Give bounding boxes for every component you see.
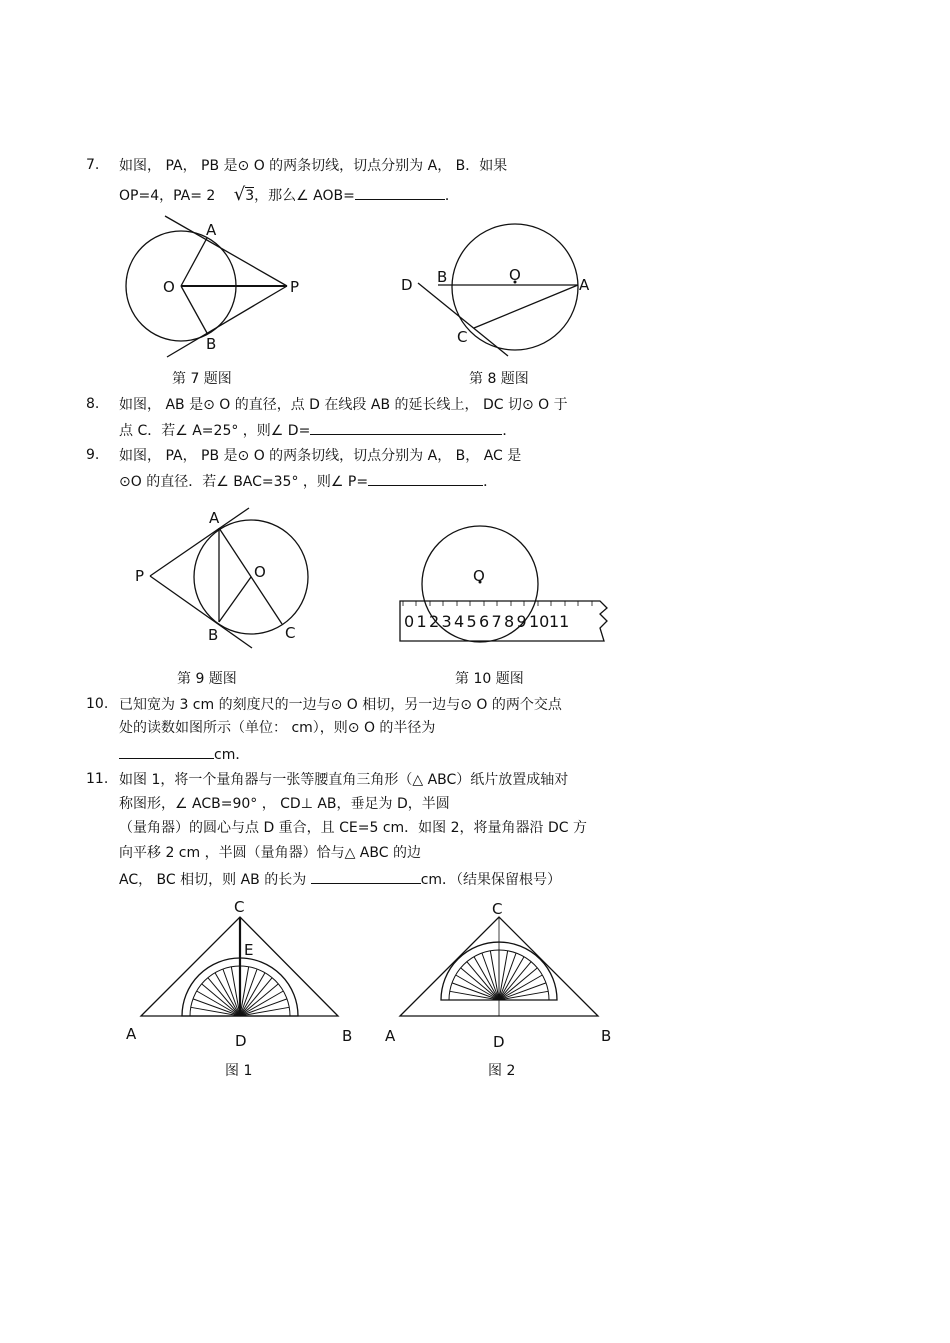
q7-line1: 如图， PA， PB 是⊙ O 的两条切线，切点分别为 A， B．如果 <box>119 158 508 174</box>
q10-caption: 第 10 题图 <box>455 671 524 687</box>
q9-label-a: A <box>209 509 220 527</box>
q10-ruler-label: 9 <box>516 612 527 631</box>
q10-ruler-label: 4 <box>454 612 465 631</box>
q11-fig2-label-c: C <box>492 900 503 918</box>
q11-line5c: cm．（结果保留根号） <box>420 872 562 888</box>
q11-fig2-label-a: A <box>385 1027 396 1045</box>
q10-line2: 处的读数如图所示（单位： cm），则⊙ O 的半径为 <box>119 720 436 736</box>
q7-caption: 第 7 题图 <box>172 371 232 387</box>
q8-label-o: O <box>509 266 521 284</box>
q10-line3c: cm． <box>214 747 250 763</box>
q9-label-o: O <box>254 563 266 581</box>
q8-label-c: C <box>457 328 468 346</box>
q10-number: 10. <box>86 696 109 712</box>
q11-fig1-label-a: A <box>126 1025 137 1043</box>
q10-ruler-label: 6 <box>479 612 490 631</box>
q10-ruler-label: 7 <box>491 612 502 631</box>
q7-line2a: OP=4，PA= 2 <box>119 188 216 204</box>
q10-ruler-label: 11 <box>549 612 570 631</box>
q11-fig1-caption: 图 1 <box>225 1063 253 1079</box>
q8-line2-text: 点 C．若∠ A=25° ，则∠ D= <box>119 423 311 439</box>
q8-label-b: B <box>437 268 448 286</box>
q11-fig1-protractor-rays <box>190 966 290 1016</box>
q10-ruler-label: 3 <box>441 612 452 631</box>
q8-label-a: A <box>579 276 590 294</box>
q11-fig1-label-e: E <box>244 941 254 959</box>
q10-ruler-label: 8 <box>504 612 515 631</box>
q10-line1: 已知宽为 3 cm 的刻度尺的一边与⊙ O 相切，另一边与⊙ O 的两个交点 <box>119 697 562 713</box>
q11-number: 11. <box>86 771 109 787</box>
q11-fig2-label-d: D <box>493 1033 505 1051</box>
sqrt-icon: √ <box>233 184 246 205</box>
q7-label-b: B <box>206 335 217 353</box>
q7-label-o: O <box>163 278 175 296</box>
q10-ruler-label: 10 <box>529 612 550 631</box>
q9-label-p: P <box>135 567 145 585</box>
q10-ruler-label: 2 <box>429 612 440 631</box>
q11-line3: （量角器）的圆心与点 D 重合，且 CE=5 cm．如图 2，将量角器沿 DC 方 <box>119 820 587 836</box>
q11-fig2-protractor-rays <box>449 950 549 1000</box>
q8-caption: 第 8 题图 <box>469 371 529 387</box>
q10-label-o: O <box>473 567 485 585</box>
q8-line1: 如图， AB 是⊙ O 的直径，点 D 在线段 AB 的延长线上， DC 切⊙ O 于 <box>119 397 568 413</box>
q11-fig1-label-c: C <box>234 898 245 916</box>
q7-line2c: ． <box>444 188 459 204</box>
q11-fig2-label-b: B <box>601 1027 612 1045</box>
q9-line1: 如图， PA， PB 是⊙ O 的两条切线，切点分别为 A， B， AC 是 <box>119 448 522 464</box>
q8-label-d: D <box>401 276 413 294</box>
q9-number: 9. <box>86 447 100 463</box>
q10-ruler-label: 1 <box>416 612 427 631</box>
q11-fig1-label-b: B <box>342 1027 353 1045</box>
q7-line2b: ，那么∠ AOB= <box>254 188 355 204</box>
q7-label-a: A <box>206 221 217 239</box>
q10-ruler-label: 0 <box>404 612 415 631</box>
q11-line5a: AC， BC 相切，则 AB 的长为 <box>119 872 307 888</box>
q10-ruler-label: 5 <box>466 612 477 631</box>
q8-line2c: ． <box>502 423 517 439</box>
q9-line2c: ． <box>483 474 498 490</box>
q11-fig1-label-d: D <box>235 1032 247 1050</box>
q11-line4: 向平移 2 cm ，半圆（量角器）恰与△ ABC 的边 <box>119 845 421 861</box>
q11-line1: 如图 1，将一个量角器与一张等腰直角三角形（△ ABC）纸片放置成轴对 <box>119 772 569 788</box>
q9-line2-text: ⊙O 的直径．若∠ BAC=35° ，则∠ P= <box>119 474 369 490</box>
q7-sqrt-value: 3 <box>245 188 255 204</box>
q11-fig2-caption: 图 2 <box>488 1063 516 1079</box>
q7-label-p: P <box>290 278 300 296</box>
q7-number: 7. <box>86 157 100 173</box>
q8-number: 8. <box>86 396 100 412</box>
q11-line2: 称图形，∠ ACB=90° ， CD⊥ AB，垂足为 D，半圆 <box>119 796 450 812</box>
q9-label-b: B <box>208 626 219 644</box>
q9-caption: 第 9 题图 <box>177 671 237 687</box>
q9-label-c: C <box>285 624 296 642</box>
